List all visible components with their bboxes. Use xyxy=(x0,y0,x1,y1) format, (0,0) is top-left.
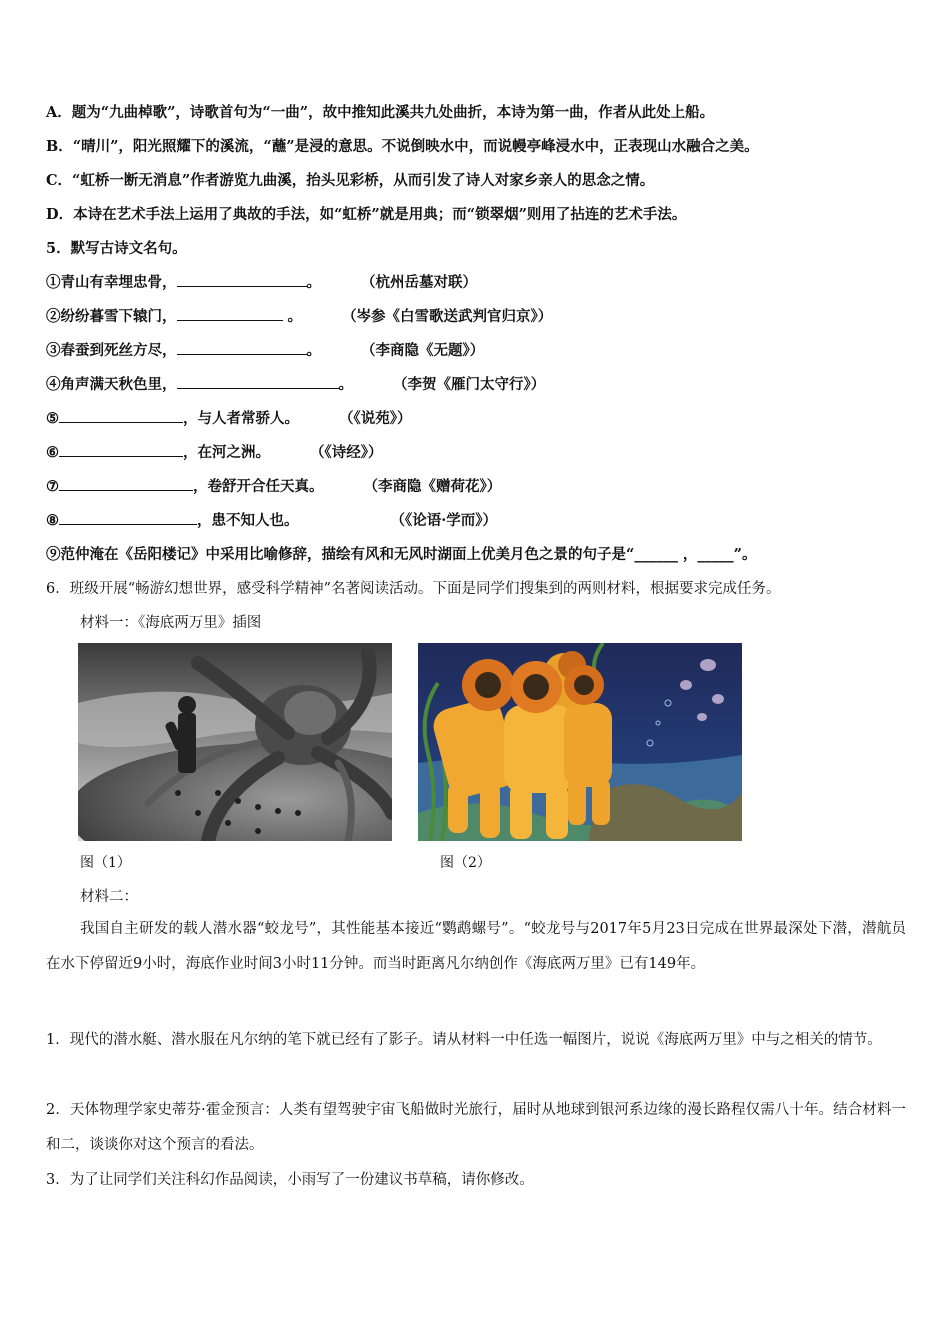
q5-item-7 xyxy=(46,477,501,497)
answer-blank[interactable] xyxy=(59,443,183,457)
q5-item-8 xyxy=(46,511,497,531)
item-suffix: 。 xyxy=(306,342,321,359)
option-a: A．题为“九曲棹歌”，诗歌首句为“一曲”，故中推知此溪共九处曲折，本诗为第一曲，作者从此处上船。 xyxy=(46,104,715,121)
q5-item-1 xyxy=(46,273,477,293)
material2-text: 我国自主研发的载人潜水器“蛟龙号”，其性能基本接近“鹦鹉螺号”。“蛟龙号与2017年5月23日完成在世界最深处下潜，潜航员在水下停留近9小时，海底作业时间3小时11分钟。而当时距离凡尔纳创作《海底两万里》已有149年。 xyxy=(46,921,906,972)
item-suffix: ，与人者常骄人。 xyxy=(183,410,299,427)
item-source: （李贺《雁门太守行》） xyxy=(393,376,546,393)
item-suffix: ，在河之洲。 xyxy=(183,444,270,461)
answer-blank[interactable] xyxy=(177,375,339,389)
answer-blank[interactable] xyxy=(177,341,307,355)
item-prefix: ③春蚕到死丝方尽， xyxy=(46,342,177,359)
q5-item-6 xyxy=(46,443,383,463)
item-source: （《诗经》） xyxy=(310,444,383,461)
task-2: 2．天体物理学家史蒂芬·霍金预言：人类有望驾驶宇宙飞船做时光旅行，届时从地球到银河系边缘的漫长路程仅需八十年。结合材料一和二，谈谈你对这个预言的看法。 xyxy=(46,1102,906,1153)
item-prefix: ①青山有幸埋忠骨， xyxy=(46,274,177,291)
item-suffix: 。 xyxy=(306,274,321,291)
task-1: 1．现代的潜水艇、潜水服在凡尔纳的笔下就已经有了影子。请从材料一中任选一幅图片，说说《海底两万里》中与之相关的情节。 xyxy=(46,1032,882,1048)
material1-title: 材料一：《海底两万里》插图 xyxy=(80,615,262,631)
submarine-squid-illustration xyxy=(78,643,392,841)
q5-heading: 5．默写古诗文名句。 xyxy=(46,240,187,257)
item-prefix: ⑦ xyxy=(46,478,59,495)
option-c: C．“虹桥一断无消息”作者游览九曲溪，抬头见彩桥，从而引发了诗人对家乡亲人的思念之情。 xyxy=(46,172,655,189)
item-suffix: ，卷舒开合任天真。 xyxy=(193,478,324,495)
item-source: （岑参《白雪歌送武判官归京》） xyxy=(342,308,553,325)
figure-2-image xyxy=(418,643,742,841)
item-prefix: ④角声满天秋色里， xyxy=(46,376,177,393)
answer-blank[interactable] xyxy=(59,409,183,423)
item-suffix: ，患不知人也。 xyxy=(197,512,299,529)
item-suffix: 。 xyxy=(282,308,303,325)
item-source: （《论语·学而》） xyxy=(390,512,498,529)
answer-blank[interactable] xyxy=(59,511,197,525)
q5-item-2 xyxy=(46,307,552,327)
material2-title: 材料二： xyxy=(80,889,138,905)
figure-2-caption: 图（2） xyxy=(440,855,491,871)
item-prefix: ⑤ xyxy=(46,410,59,427)
item-prefix: ②纷纷暮雪下辕门， xyxy=(46,308,177,325)
q5-item-3 xyxy=(46,341,484,361)
task-3: 3．为了让同学们关注科幻作品阅读，小雨写了一份建议书草稿，请你修改。 xyxy=(46,1172,534,1188)
option-b: B．“晴川”，阳光照耀下的溪流，“蘸”是浸的意思。不说倒映水中，而说幔亭峰浸水中，正表现山水融合之美。 xyxy=(46,138,759,155)
divers-illustration xyxy=(418,643,742,841)
item-source: （李商隐《无题》） xyxy=(361,342,485,359)
item-source: （《说苑》） xyxy=(339,410,412,427)
q5-item-9: ⑨范仲淹在《岳阳楼记》中采用比喻修辞，描绘有风和无风时湖面上优美月色之景的句子是“______ ，_____”。 xyxy=(46,546,757,563)
q5-item-4 xyxy=(46,375,545,395)
item-suffix: 。 xyxy=(338,376,353,393)
item-prefix: ⑥ xyxy=(46,444,59,461)
answer-blank[interactable] xyxy=(177,307,283,321)
answer-blank[interactable] xyxy=(177,273,307,287)
figure-1-image xyxy=(78,643,392,841)
q5-item-5 xyxy=(46,409,412,429)
item-prefix: ⑧ xyxy=(46,512,59,529)
answer-blank[interactable] xyxy=(59,477,193,491)
figure-1-caption: 图（1） xyxy=(80,855,131,871)
option-d: D．本诗在艺术手法上运用了典故的手法，如“虹桥”就是用典；而“锁翠烟”则用了拈连的艺术手法。 xyxy=(46,206,687,223)
item-source: （李商隐《赠荷花》） xyxy=(363,478,502,495)
q6-heading: 6．班级开展“畅游幻想世界，感受科学精神”名著阅读活动。下面是同学们搜集到的两则材料，根据要求完成任务。 xyxy=(46,581,781,597)
item-source: （杭州岳墓对联） xyxy=(361,274,477,291)
